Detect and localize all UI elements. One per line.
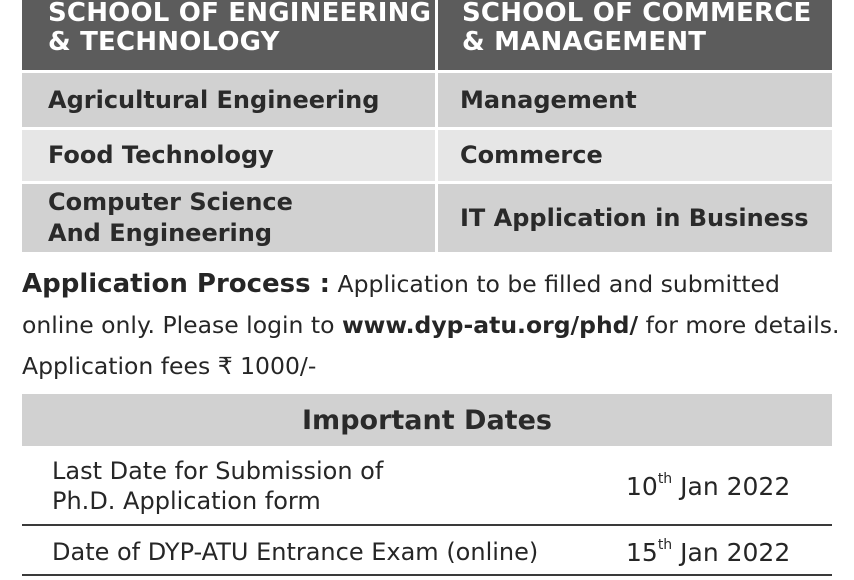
date-value bbox=[626, 472, 832, 501]
schools-table bbox=[22, 0, 832, 252]
course-cell: IT Application in Business bbox=[438, 184, 832, 252]
date-value bbox=[626, 538, 832, 567]
application-fee: 1000/- bbox=[232, 352, 317, 380]
application-process bbox=[22, 264, 842, 387]
date-suffix: th bbox=[657, 471, 673, 488]
school-commerce-header bbox=[438, 0, 832, 70]
school-engineering-header bbox=[22, 0, 435, 70]
course-cell: Management bbox=[438, 73, 832, 127]
application-process-heading: Application Process : bbox=[22, 269, 331, 299]
date-row bbox=[22, 446, 832, 526]
date-suffix: th bbox=[657, 537, 673, 554]
course-cell bbox=[22, 184, 435, 252]
date-label bbox=[22, 537, 626, 567]
date-month-year: Jan 2022 bbox=[672, 471, 791, 501]
application-text: for more details. Application fees bbox=[22, 311, 840, 380]
date-label bbox=[22, 456, 626, 516]
course-cell: Agricultural Engineering bbox=[22, 73, 435, 127]
date-day: 10 bbox=[626, 471, 658, 501]
application-url-link[interactable]: www.dyp-atu.org/phd/ bbox=[341, 311, 639, 339]
date-label-line: Last Date for Submission of bbox=[52, 457, 384, 485]
important-dates-table bbox=[22, 394, 832, 576]
date-label-line: Ph.D. Application form bbox=[52, 487, 321, 515]
date-label-line: Date of DYP-ATU Entrance Exam (online) bbox=[52, 538, 539, 566]
header-line: SCHOOL OF COMMERCE bbox=[462, 0, 812, 28]
rupee-icon: ₹ bbox=[217, 352, 233, 380]
date-day: 15 bbox=[626, 537, 658, 567]
header-line: SCHOOL OF ENGINEERING bbox=[48, 0, 432, 28]
header-line: & MANAGEMENT bbox=[462, 27, 707, 57]
course-line: And Engineering bbox=[48, 219, 273, 247]
important-dates-title: Important Dates bbox=[22, 394, 832, 446]
date-row bbox=[22, 526, 832, 576]
course-cell: Food Technology bbox=[22, 130, 435, 181]
course-line: Computer Science bbox=[48, 188, 293, 216]
application-text: Application to be filled and submitted online only. Please login to bbox=[22, 270, 780, 339]
date-month-year: Jan 2022 bbox=[672, 537, 791, 567]
course-cell: Commerce bbox=[438, 130, 832, 181]
header-line: & TECHNOLOGY bbox=[48, 27, 280, 57]
